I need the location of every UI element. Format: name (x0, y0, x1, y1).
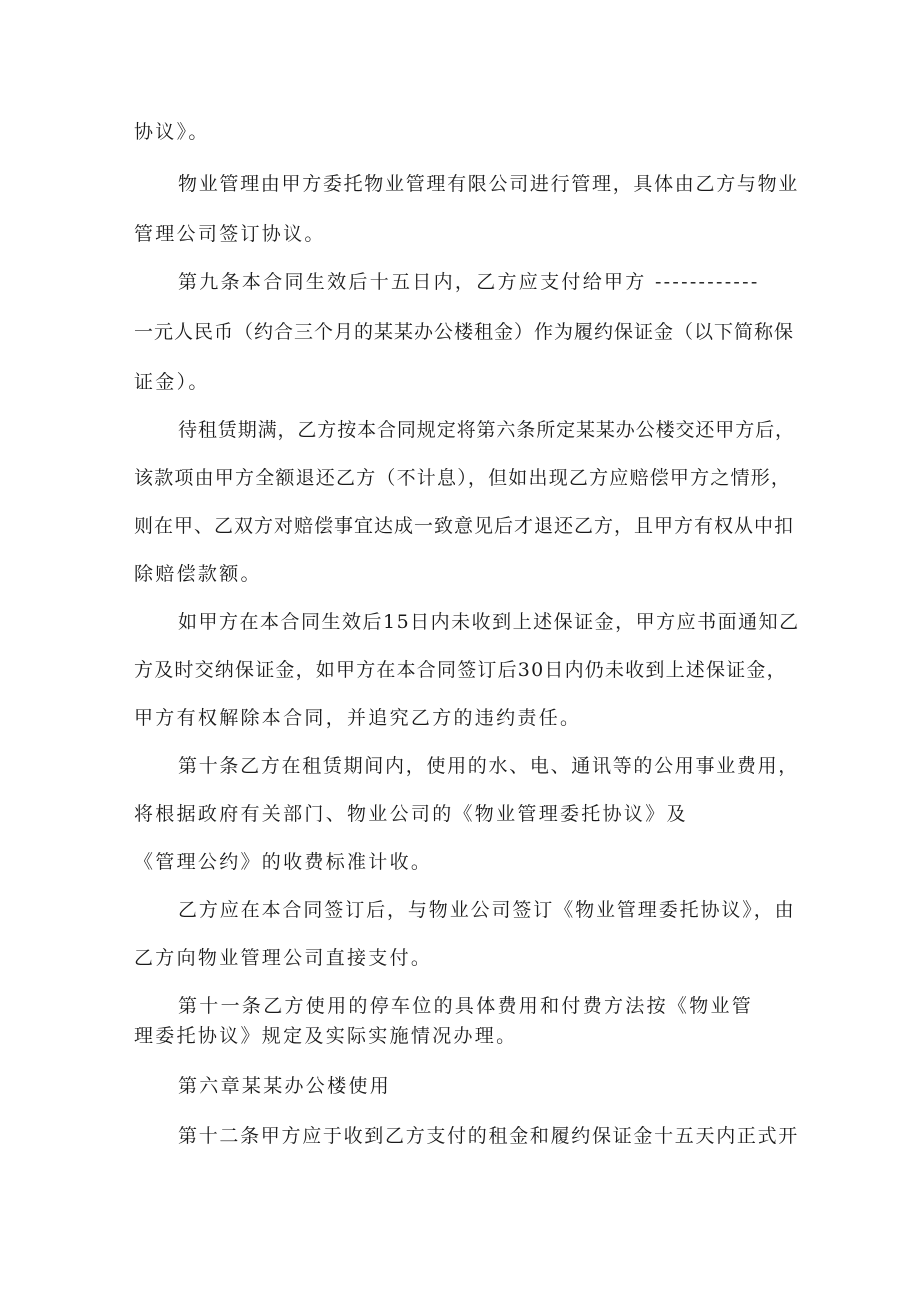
paragraph-line: 管理公司签订协议。 (134, 223, 326, 245)
paragraph-line: 甲方有权解除本合同，并追究乙方的违约责任。 (134, 707, 582, 729)
paragraph-line: 物业管理由甲方委托物业管理有限公司进行管理，具体由乙方与物业 (178, 173, 800, 195)
paragraph-line: 方及时交纳保证金，如甲方在本合同签订后30日内仍未收到上述保证金， (134, 659, 787, 681)
paragraph-line: 第十条乙方在租赁期间内，使用的水、电、通讯等的公用事业费用， (178, 755, 800, 777)
paragraph-line: 则在甲、乙双方对赔偿事宜达成一致意见后才退还乙方，且甲方有权从中扣 (134, 515, 795, 537)
paragraph-line: 《管理公约》的收费标准计收。 (134, 851, 433, 873)
chapter-heading: 第六章某某办公楼使用 (178, 1075, 392, 1097)
paragraph-line: 乙方应在本合同签订后，与物业公司签订《物业管理委托协议》，由 (178, 899, 796, 921)
paragraph-line: 乙方向物业管理公司直接支付。 (134, 947, 433, 969)
paragraph-line: 将根据政府有关部门、物业公司的《物业管理委托协议》及 (134, 803, 688, 825)
paragraph-line: 待租赁期满，乙方按本合同规定将第六条所定某某办公楼交还甲方后， (178, 419, 795, 441)
paragraph-line: 理委托协议》规定及实际实施情况办理。 (134, 1025, 518, 1047)
paragraph-line: 如甲方在本合同生效后15日内未收到上述保证金，甲方应书面通知乙 (178, 611, 800, 633)
paragraph-line: 一元人民币（约合三个月的某某办公楼租金）作为履约保证金（以下简称保 (134, 321, 795, 343)
paragraph-line: 协议》。 (134, 121, 210, 143)
paragraph-line: 证金）。 (134, 371, 210, 393)
paragraph-line: 第九条本合同生效后十五日内，乙方应支付给甲方 ------------ (178, 271, 760, 293)
paragraph-line: 第十二条甲方应于收到乙方支付的租金和履约保证金十五天内正式开 (178, 1125, 800, 1147)
paragraph-line: 除赔偿款额。 (134, 563, 262, 585)
paragraph-line: 第十一条乙方使用的停车位的具体费用和付费方法按《物业管 (178, 995, 754, 1017)
paragraph-line: 该款项由甲方全额退还乙方（不计息），但如出现乙方应赔偿甲方之情形， (134, 467, 792, 489)
